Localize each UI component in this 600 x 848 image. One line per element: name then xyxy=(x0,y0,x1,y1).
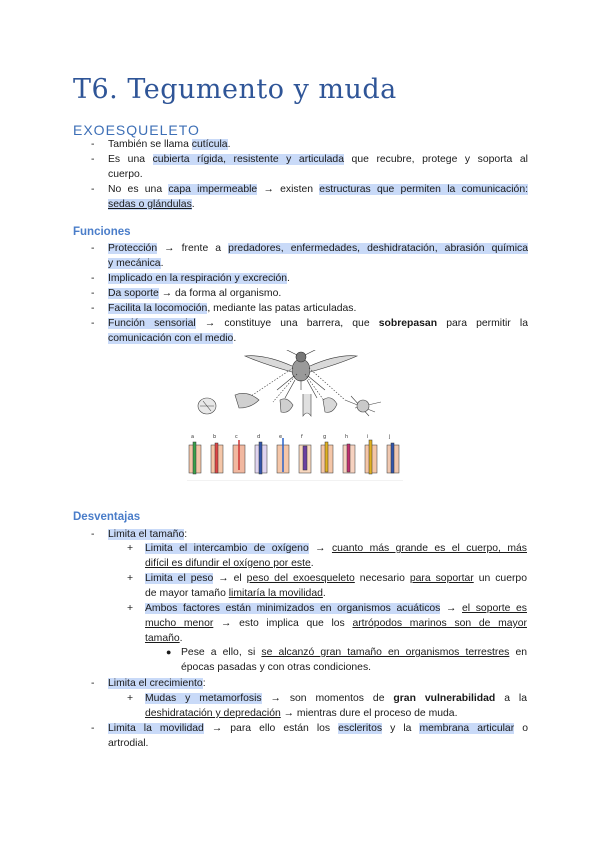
figure-letters xyxy=(191,434,390,440)
bullet-dash: - xyxy=(91,288,95,299)
bullet-dash: - xyxy=(91,154,95,165)
figure-letter-f: f xyxy=(301,434,303,440)
page-title: T6. Tegumento y muda xyxy=(73,74,397,105)
desventajas-item-1c-cont2: tamaño. xyxy=(145,633,183,644)
figure-letter-h: h xyxy=(345,434,349,440)
funciones-item-4: Facilita la locomoción, mediante las patas articuladas. xyxy=(108,303,357,314)
sensilla-detail-row xyxy=(198,393,381,416)
desventajas-item-1c1: Pese a ello, si se alcanzó gran tamaño en organismos terrestres en xyxy=(181,647,527,658)
sensilla-diagram-row xyxy=(189,438,399,474)
figure-letter-b: b xyxy=(213,434,217,440)
section-heading-funciones: Funciones xyxy=(73,226,131,238)
funciones-item-1-cont: y mecánica. xyxy=(108,258,164,269)
figure-letter-d: d xyxy=(257,434,261,440)
exo-bullet-2: Es una cubierta rígida, resistente y articulada que recubre, protege y soporta al xyxy=(108,154,528,165)
bullet-plus: + xyxy=(127,603,134,614)
bullet-dot: ● xyxy=(166,647,172,657)
insect-sensilla-figure xyxy=(185,350,415,495)
exo-bullet-3: No es una capa impermeable → existen estructuras que permiten la comunicación: xyxy=(108,184,528,195)
bullet-dash: - xyxy=(91,273,95,284)
desventajas-item-2a-cont: deshidratación y depredación → mientras dure el proceso de muda. xyxy=(145,708,458,719)
desventajas-item-1b: Limita el peso → el peso del exoesqueleto necesario para soportar un cuerpo xyxy=(145,573,527,584)
section-heading-exoesqueleto: EXOESQUELETO xyxy=(73,122,200,138)
bullet-plus: + xyxy=(127,573,134,584)
bullet-dash: - xyxy=(91,184,95,195)
section-heading-desventajas: Desventajas xyxy=(73,511,141,523)
desventajas-item-2: Limita el crecimiento: xyxy=(108,678,206,689)
insect-illustration xyxy=(245,350,357,402)
desventajas-item-1c: Ambos factores están minimizados en organismos acuáticos → el soporte es xyxy=(145,603,527,614)
desventajas-item-3-cont: artrodial. xyxy=(108,738,149,749)
figure-letter-e: e xyxy=(279,434,283,440)
desventajas-item-1: Limita el tamaño: xyxy=(108,529,188,540)
figure-letter-j: j xyxy=(389,434,391,440)
exo-bullet-1: También se llama cutícula. xyxy=(108,139,231,150)
desventajas-item-1a-cont: difícil es difundir el oxígeno por este. xyxy=(145,558,314,569)
funciones-item-1: Protección → frente a predadores, enfermedades, deshidratación, abrasión química xyxy=(108,243,528,254)
bullet-dash: - xyxy=(91,243,95,254)
desventajas-item-1c-cont: mucho menor → esto implica que los artrópodos marinos son de mayor xyxy=(145,618,527,629)
exo-bullet-2-cont: cuerpo. xyxy=(108,169,143,180)
bullet-dash: - xyxy=(91,529,95,540)
figure-letter-i: i xyxy=(367,434,369,440)
bullet-dash: - xyxy=(91,723,95,734)
figure-letter-g: g xyxy=(323,434,327,440)
bullet-dash: - xyxy=(91,678,95,689)
bullet-plus: + xyxy=(127,693,134,704)
desventajas-item-3: Limita la movilidad → para ello están los escleritos y la membrana articular o xyxy=(108,723,528,734)
funciones-item-5-cont: comunicación con el medio. xyxy=(108,333,237,344)
desventajas-item-1b-cont: de mayor tamaño limitaría la movilidad. xyxy=(145,588,326,599)
desventajas-item-2a: Mudas y metamorfosis → son momentos de gran vulnerabilidad a la xyxy=(145,693,527,704)
funciones-item-5: Función sensorial → constituye una barrera, que sobrepasan para permitir la xyxy=(108,318,528,329)
bullet-plus: + xyxy=(127,543,134,554)
figure-letter-a: a xyxy=(191,434,195,440)
funciones-item-2: Implicado en la respiración y excreción. xyxy=(108,273,290,284)
funciones-item-3: Da soporte → da forma al organismo. xyxy=(108,288,282,299)
figure-letter-c: c xyxy=(235,434,238,440)
bullet-dash: - xyxy=(91,318,95,329)
desventajas-item-1c1-cont: épocas pasadas y con otras condiciones. xyxy=(181,662,372,673)
bullet-dash: - xyxy=(91,303,95,314)
bullet-dash: - xyxy=(91,139,95,150)
exo-bullet-3-cont: sedas o glándulas. xyxy=(108,199,195,210)
desventajas-item-1a: Limita el intercambio de oxígeno → cuanto más grande es el cuerpo, más xyxy=(145,543,527,554)
